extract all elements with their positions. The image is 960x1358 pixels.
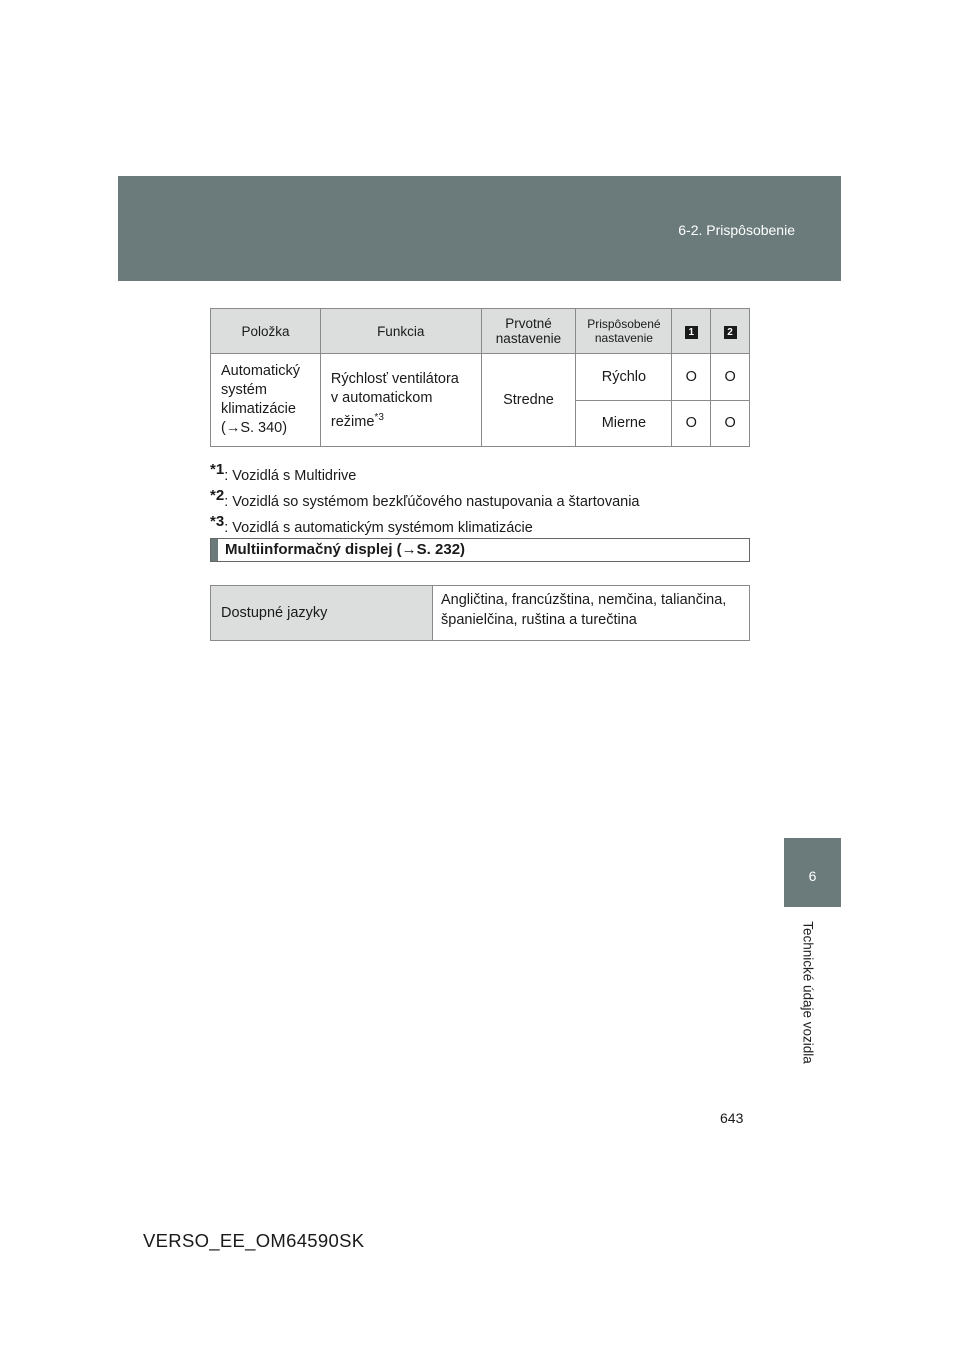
section-heading-text: Multiinformačný displej (→S. 232) <box>225 541 466 558</box>
footnote-mark: *2 <box>210 486 225 504</box>
chapter-number: 6 <box>808 868 817 884</box>
page-number: 643 <box>720 1110 744 1126</box>
function-line: Rýchlosť ventilátora <box>330 371 459 387</box>
item-line: klimatizácie <box>221 401 296 417</box>
table-row <box>211 354 750 401</box>
number-badge-1: 1 <box>685 326 698 339</box>
footnote-2 <box>210 486 639 512</box>
languages-label: Dostupné jazyky <box>211 586 433 641</box>
footnote-text: : Vozidlá s Multidrive <box>224 467 357 484</box>
chapter-label <box>798 915 818 1075</box>
col2-cell: O <box>711 354 750 401</box>
header-col-1 <box>672 309 711 354</box>
footnote-mark: *3 <box>374 412 384 423</box>
function-text: režime <box>330 413 375 430</box>
header-item: Položka <box>211 309 321 354</box>
footnote-1 <box>210 460 639 486</box>
header-function: Funkcia <box>320 309 481 354</box>
col1-cell: O <box>672 354 711 401</box>
languages-line: španielčina, ruština a turečtina <box>441 612 637 628</box>
function-cell <box>320 354 481 447</box>
document-code: VERSO_EE_OM64590SK <box>143 1230 365 1251</box>
languages-table <box>210 585 750 641</box>
section-title: 6-2. Prispôsobenie <box>678 222 795 238</box>
languages-value <box>433 586 750 641</box>
custom-cell: Rýchlo <box>576 354 672 401</box>
footnotes <box>210 460 639 537</box>
item-line: systém <box>221 382 267 398</box>
footnote-text: : Vozidlá so systémom bezkľúčového nastupovania a štartovania <box>224 493 640 510</box>
header-col-2 <box>711 309 750 354</box>
chapter-tab <box>784 838 841 907</box>
function-line: v automatickom <box>330 390 433 406</box>
footnote-mark: *3 <box>210 512 225 530</box>
table-row <box>211 586 750 641</box>
custom-cell: Mierne <box>576 400 672 447</box>
chapter-label-text: Technické údaje vozidla <box>800 921 816 1064</box>
header-band <box>118 176 841 281</box>
footnote-3 <box>210 512 639 538</box>
item-line: (→S. 340) <box>221 420 288 436</box>
col2-cell: O <box>711 400 750 447</box>
footnote-mark: *1 <box>210 461 225 478</box>
section-heading-bar <box>211 539 218 561</box>
header-custom: Prispôsobené nastavenie <box>576 309 672 354</box>
header-initial: Prvotné nastavenie <box>481 309 576 354</box>
table-header-row <box>211 309 750 354</box>
col1-cell: O <box>672 400 711 447</box>
item-line: Automatický <box>221 363 300 379</box>
number-badge-2: 2 <box>724 326 737 339</box>
footnote-text: : Vozidlá s automatickým systémom klimatizácie <box>224 519 533 536</box>
function-line <box>331 408 471 432</box>
item-cell <box>211 354 321 447</box>
settings-table <box>210 308 750 447</box>
initial-cell: Stredne <box>481 354 576 447</box>
languages-line: Angličtina, francúzština, nemčina, taliančina, <box>441 592 727 608</box>
section-heading <box>210 538 750 562</box>
